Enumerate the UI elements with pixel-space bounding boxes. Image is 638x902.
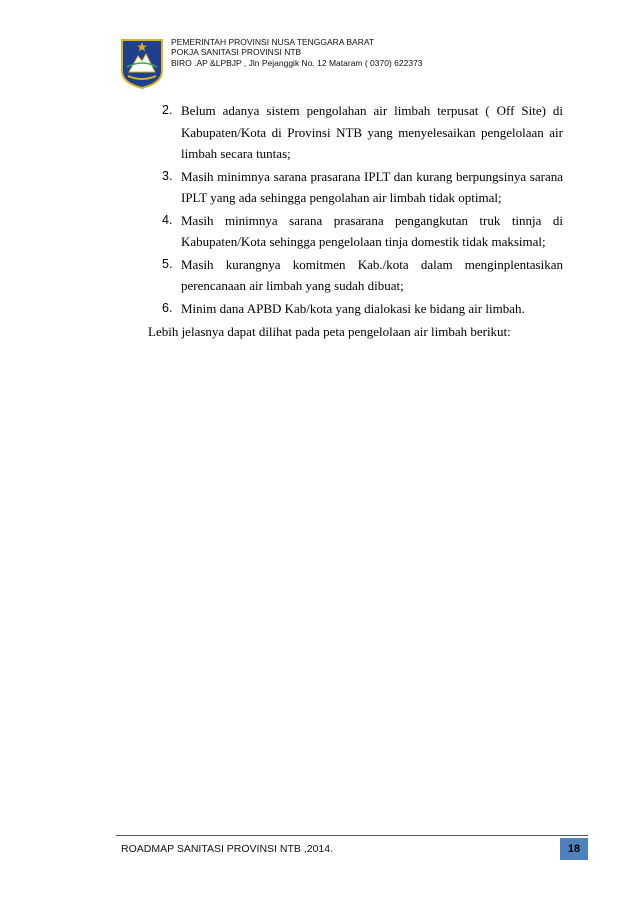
list-item bbox=[162, 166, 563, 209]
list-item-number: 5. bbox=[162, 256, 173, 271]
footer-title: ROADMAP SANITASI PROVINSI NTB ,2014. bbox=[121, 843, 334, 855]
list-item bbox=[162, 100, 563, 165]
header-line-pokja: POKJA SANITASI PROVINSI NTB bbox=[171, 47, 302, 58]
page-header bbox=[118, 35, 568, 89]
footer-divider bbox=[116, 835, 588, 836]
list-item-number: 4. bbox=[162, 212, 173, 227]
list-item-text: Kabupaten/Kota sehingga pengelolaan tinja domestik tidak maksimal; bbox=[181, 234, 546, 249]
list-item-text: perencanaan air limbah yang sudah dibuat; bbox=[181, 278, 404, 293]
header-line-address: BIRO .AP &LPBJP , Jln Pejanggik No. 12 Mataram ( 0370) 622373 bbox=[171, 57, 423, 68]
list-item-number: 2. bbox=[162, 103, 173, 117]
list-item bbox=[162, 210, 563, 253]
list-item-text: Masih kurangnya komitmen Kab./kota dalam menginplentasikan bbox=[181, 256, 563, 272]
ntb-province-emblem-icon bbox=[118, 37, 166, 89]
issue-list bbox=[162, 100, 563, 320]
list-item-text: IPLT yang ada sehingga pengolahan air limbah tidak optimal; bbox=[181, 190, 502, 205]
list-item-text: Belum adanya sistem pengolahan air limbah terpusat ( Off Site) di bbox=[181, 103, 563, 118]
list-item-number: 3. bbox=[162, 168, 173, 183]
list-item bbox=[162, 254, 563, 297]
list-item-number: 6. bbox=[162, 300, 173, 315]
header-address bbox=[171, 37, 423, 68]
list-item-text: Minim dana APBD Kab/kota yang dialokasi ke bidang air limbah. bbox=[181, 300, 525, 316]
list-item bbox=[162, 298, 563, 320]
list-item-text: Masih minimnya sarana prasarana pengangkutan truk tinnja di bbox=[181, 212, 563, 228]
page-number-badge: 18 bbox=[560, 838, 588, 860]
closing-sentence: Lebih jelasnya dapat dilihat pada peta pengelolaan air limbah berikut: bbox=[148, 324, 511, 339]
list-item-text: limbah secara tuntas; bbox=[181, 146, 291, 161]
list-item-text: Kabupaten/Kota di Provinsi NTB yang menyelesaikan pengelolaan air bbox=[181, 124, 563, 140]
header-line-government: PEMERINTAH PROVINSI NUSA TENGGARA BARAT bbox=[171, 37, 375, 47]
list-item-text: Masih minimnya sarana prasarana IPLT dan kurang berpungsinya sarana bbox=[181, 168, 563, 184]
